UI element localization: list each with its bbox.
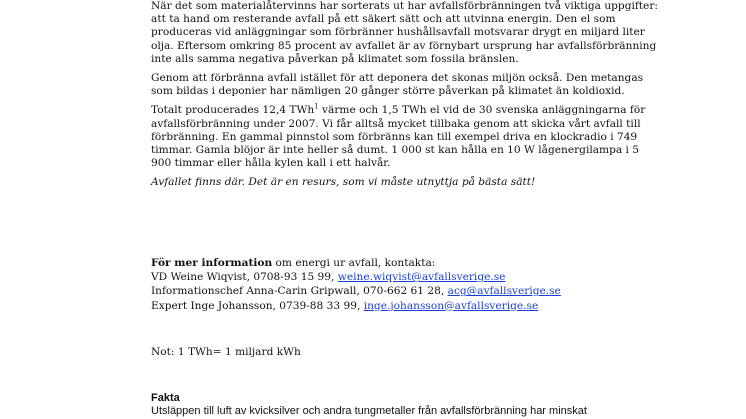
contact-ceo-text: VD Weine Wiqvist, 0708-93 15 99, [151,271,338,284]
contact-row-expert [151,299,671,313]
email-link-expert[interactable]: inge.johansson@avfallsverige.se [363,299,539,312]
paragraph-recycling: När det som materialåtervinns har sorterats ut har avfallsförbränningen två viktiga uppgifter: att ta hand om resterande avfall på ett säkert sätt och att utvinna energin. Den el som produceras vid anläggningar som förbränner hushållsavfall motsvarar drygt en miljard liter olja. Eftersom omkring 85 procent av avfallet är av förnybart ursprung har avfallsförbränning inte alls samma negativa påverkan på klimatet som fossila bränslen. [151,0,658,65]
contact-section [151,256,671,313]
contact-lead [151,256,671,270]
contact-lead-bold: För mer information [151,257,273,269]
press-release-body [151,0,661,190]
email-link-info-chief[interactable]: acg@avfallsverige.se [447,285,561,298]
paragraph-methane: Genom att förbränna avfall istället för att deponera det skonas miljön också. Den metangas som bildas i deponier har nämligen 20 gånger större påverkan på klimatet än koldioxid. [151,72,644,98]
footnote-marker: 1 [314,102,319,111]
production-text-start: Totalt producerades 12,4 TWh [151,104,315,117]
contact-lead-rest: om energi ur avfall, kontakta: [272,257,436,269]
contact-row-info-chief [151,284,671,298]
contact-expert-text: Expert Inge Johansson, 0739-88 33 99, [151,299,364,312]
paragraph-production [151,104,661,170]
production-text-end: värme och 1,5 TWh el vid de 30 svenska anläggningarna för avfallsförbränning under 2007. Vi får alltså mycket tillbaka genom att skicka vårt avfall till förbränning. En gammal pinnstol som förbränns kan till exempel driva en klockradio i 749 timmar. Gamla blöjor är inte heller så dumt. 1 000 st kan hålla en 10 W lågenergilampa i 5 900 timmar eller hålla kylen kall i ett halvår. [151,104,646,170]
email-link-ceo[interactable]: weine.wiqvist@avfallsverige.se [337,271,506,284]
contact-info-chief-text: Informationschef Anna-Carin Gripwall, 070-662 61 28, [151,285,448,298]
contact-row-ceo [151,270,671,284]
facts-heading: Fakta [151,392,180,404]
unit-note: Not: 1 TWh= 1 miljard kWh [151,346,301,358]
closing-statement: Avfallet finns där. Det är en resurs, som vi måste utnyttja på bästa sätt! [151,176,536,189]
facts-text: Utsläppen till luft av kvicksilver och andra tungmetaller från avfallsförbränning har minskat [151,405,587,417]
